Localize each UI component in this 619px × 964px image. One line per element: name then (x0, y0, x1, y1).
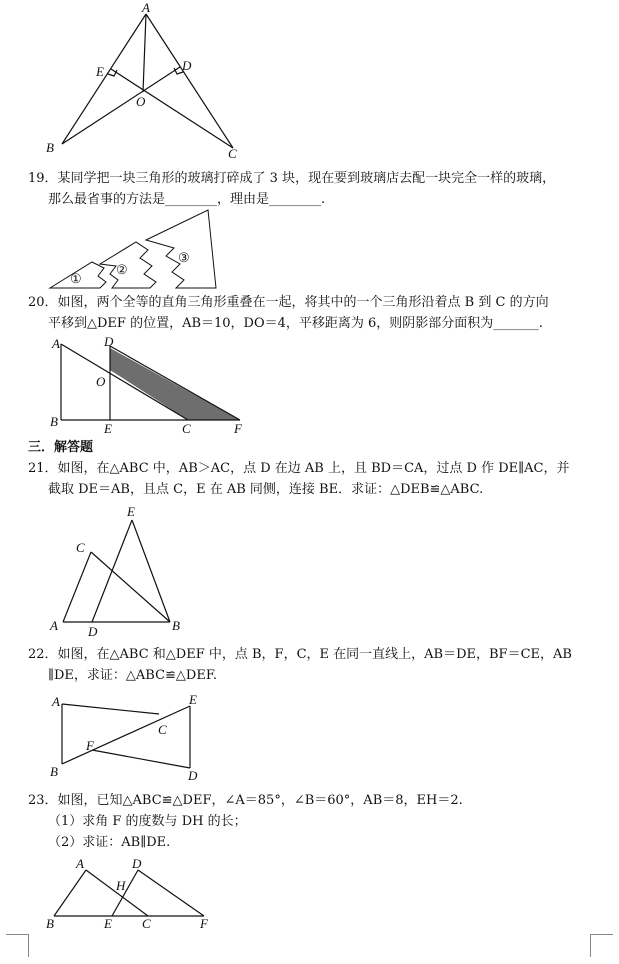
figure-18-svg (30, 0, 260, 165)
label-C: C (228, 146, 237, 161)
label-F: F (200, 916, 208, 931)
label-B: B (50, 414, 58, 429)
question-23 (28, 790, 593, 853)
label-D: D (88, 624, 98, 639)
line-BE (62, 706, 190, 764)
question-22-line-1: 22．如图，在△ABC 和△DEF 中，点 B，F，C，E 在同一直线上，AB＝DE，BF＝CE，AB (28, 647, 572, 662)
line-AC (62, 704, 159, 714)
figure-22-svg (46, 690, 216, 786)
line-ED (112, 870, 138, 916)
figure-19-svg (40, 206, 230, 292)
label-C: C (142, 916, 151, 931)
label-D: D (132, 856, 142, 871)
question-20-line-1: 20．如图，两个全等的直角三角形重叠在一起，将其中的一个三角形沿着点 B 到 C 的方向 (28, 295, 549, 310)
question-19-line-1: 19．某同学把一块三角形的玻璃打碎成了 3 块，现在要到玻璃店去配一块完全一样的玻璃， (28, 171, 556, 186)
glass-piece-3 (146, 210, 216, 288)
label-E: E (104, 916, 112, 931)
label-O: O (136, 94, 146, 109)
label-F: F (234, 421, 242, 436)
line-AC (63, 552, 91, 622)
label-O: O (96, 374, 106, 389)
label-C: C (158, 722, 167, 737)
label-A: A (52, 336, 60, 351)
label-C: C (76, 540, 85, 555)
line-EC (111, 69, 233, 148)
line-EB (132, 520, 170, 622)
section-3-title: 三．解答题 (28, 440, 94, 455)
question-21-line-1: 21．如图，在△ABC 中，AB＞AC，点 D 在边 AB 上，且 BD＝CA，过点 D 作 DE∥AC，并 (28, 461, 570, 476)
line-DF (138, 870, 204, 916)
figure-22 (46, 690, 216, 786)
question-20 (28, 292, 593, 334)
label-piece-2: ② (116, 262, 128, 277)
line-AB (54, 870, 86, 916)
label-D: D (188, 768, 198, 783)
figure-19 (40, 206, 230, 292)
question-19-line-2: 那么最省事的方法是________，理由是________. (48, 192, 326, 207)
label-piece-1: ① (70, 271, 82, 286)
label-A: A (52, 694, 60, 709)
question-23-line-2: （1）求角 F 的度数与 DH 的长； (48, 814, 247, 829)
line-CB (91, 552, 170, 622)
question-23-line-1: 23．如图，已知△ABC≌△DEF，∠A＝85°，∠B＝60°，AB＝8，EH＝2. (28, 793, 463, 808)
label-A: A (142, 0, 150, 15)
line-DE (92, 520, 132, 622)
line-FD (92, 750, 190, 768)
question-19 (28, 168, 593, 210)
question-23-line-3: （2）求证：AB∥DE. (48, 835, 171, 850)
figure-21 (46, 500, 196, 640)
label-B: B (50, 764, 58, 779)
question-21-line-2: 截取 DE＝AB，且点 C，E 在 AB 同侧，连接 BE．求证：△DEB≌△ABC. (48, 482, 484, 497)
label-D: D (182, 58, 192, 73)
label-E: E (104, 421, 112, 436)
question-22-line-2: ∥DE，求证：△ABC≌△DEF. (48, 668, 217, 683)
label-F: F (86, 738, 94, 753)
crop-mark-right (590, 934, 613, 957)
label-A: A (76, 856, 84, 871)
label-H: H (116, 878, 126, 893)
figure-20 (46, 334, 256, 436)
label-E: E (189, 692, 197, 707)
label-D: D (104, 334, 114, 349)
line-AB (62, 14, 146, 144)
label-B: B (46, 140, 54, 155)
question-21 (28, 458, 593, 500)
question-22 (28, 644, 593, 686)
label-A: A (50, 618, 58, 633)
figure-21-svg (46, 500, 196, 640)
label-B: B (46, 916, 54, 931)
figure-20-svg (46, 334, 256, 436)
label-piece-3: ③ (178, 250, 190, 265)
figure-23 (40, 856, 220, 936)
label-E: E (96, 64, 104, 79)
line-AC (86, 870, 148, 916)
line-AO (143, 14, 146, 92)
label-E: E (127, 504, 135, 519)
glass-piece-2 (100, 242, 156, 288)
question-20-line-2: 平移到△DEF 的位置，AB＝10，DO＝4，平移距离为 6，则阴影部分面积为_______. (48, 316, 543, 331)
label-C: C (182, 421, 191, 436)
line-DB (62, 67, 180, 144)
figure-18 (30, 0, 260, 165)
label-B: B (172, 618, 180, 633)
crop-mark-left (6, 934, 29, 957)
figure-23-svg (40, 856, 220, 936)
